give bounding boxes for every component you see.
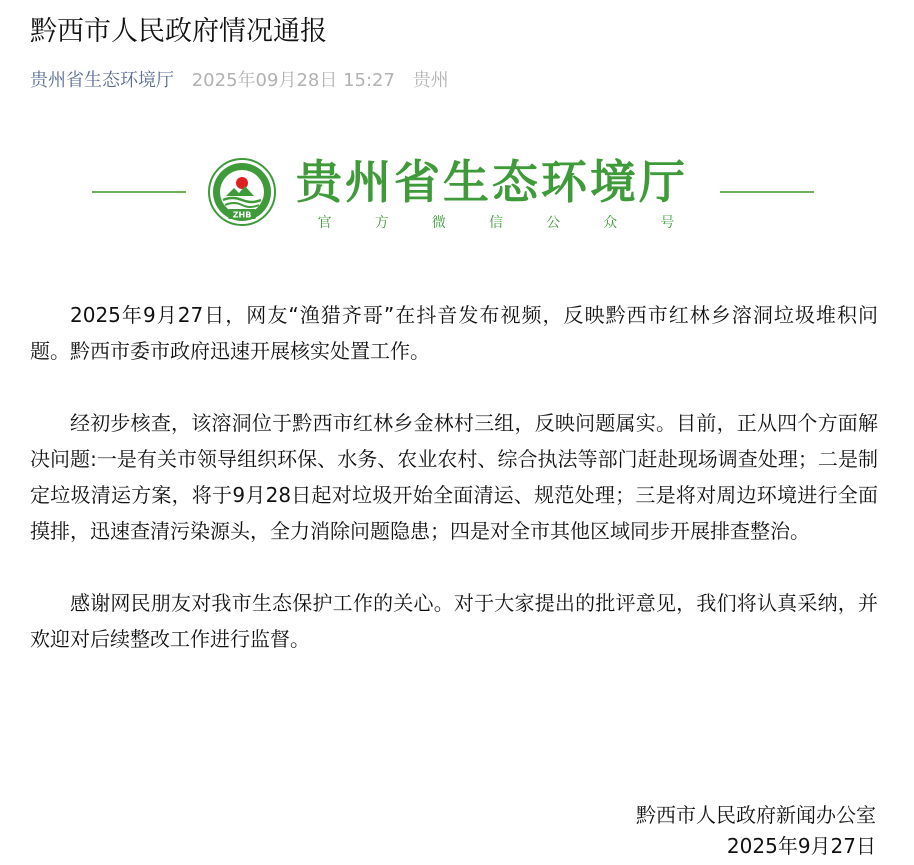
- article-body: [30, 297, 878, 693]
- signature-office: 黔西市人民政府新闻办公室: [636, 803, 876, 827]
- article-paragraph: 感谢网民朋友对我市生态保护工作的关心。对于大家提出的批评意见，我们将认真采纳，并欢迎对后续整改工作进行监督。: [30, 591, 878, 651]
- article-paragraph: 经初步核查，该溶洞位于黔西市红林乡金林村三组，反映问题属实。目前，正从四个方面解决问题:一是有关市领导组织环保、水务、农业农村、综合执法等部门赶赴现场调查处理；二是制定垃圾清运方案，将于9月28日起对垃圾开始全面清运、规范处理；三是将对周边环境进行全面摸排，迅速查清污染源头，全力消除问题隐患；四是对全市其他区域同步开展排查整治。: [30, 411, 878, 543]
- banner-account-name: 贵州省生态环境厅: [296, 155, 688, 209]
- logo-text: ZHB: [232, 210, 252, 220]
- banner-subtitle-char: 信: [488, 215, 503, 231]
- banner-subtitle: [296, 214, 696, 232]
- banner-subtitle-char: 公: [546, 215, 561, 231]
- banner-divider-right: [720, 191, 814, 193]
- banner-subtitle-char: 官: [317, 215, 332, 231]
- logo-text-layer: [208, 158, 276, 226]
- signature-date: 2025年9月27日: [726, 834, 876, 858]
- article-meta: [30, 68, 461, 94]
- signature-block: [636, 800, 876, 862]
- account-banner: [0, 150, 914, 242]
- banner-subtitle-char: 微: [431, 215, 446, 231]
- publish-location: 贵州: [412, 70, 449, 91]
- article-paragraph: 2025年9月27日，网友“渔猎齐哥”在抖音发布视频，反映黔西市红林乡溶洞垃圾堆积问题。黔西市委市政府迅速开展核实处置工作。: [30, 303, 878, 363]
- banner-subtitle-char: 众: [603, 215, 618, 231]
- banner-subtitle-char: 号: [660, 215, 675, 231]
- page-title: 黔西市人民政府情况通报: [30, 16, 327, 47]
- account-name-link[interactable]: 贵州省生态环境厅: [30, 70, 174, 91]
- publish-datetime: 2025年09月28日 15:27: [191, 70, 395, 91]
- banner-divider-left: [92, 191, 186, 193]
- banner-subtitle-char: 方: [374, 215, 389, 231]
